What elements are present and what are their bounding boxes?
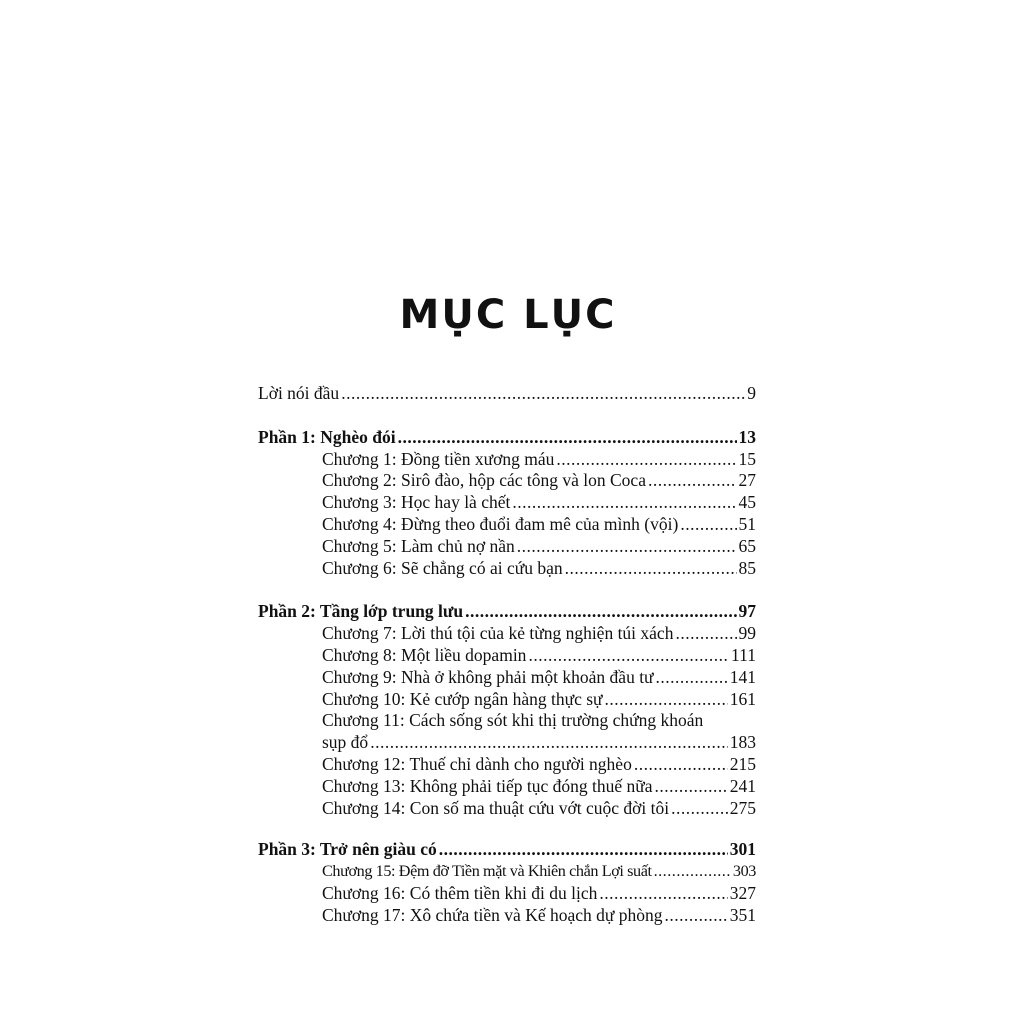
toc-chapter <box>258 883 756 905</box>
toc-part-1 <box>258 427 756 449</box>
toc-chapter-label: Chương 6: Sẽ chẳng có ai cứu bạn <box>322 557 563 578</box>
toc-page-number: 15 <box>738 448 756 469</box>
toc-chapter <box>258 470 756 492</box>
dot-leader <box>439 839 728 861</box>
toc-chapter-label: Chương 16: Có thêm tiền khi đi du lịch <box>322 882 598 903</box>
dot-leader <box>370 732 728 754</box>
toc-page-number: 45 <box>738 492 756 513</box>
toc-page-number: 13 <box>738 426 756 447</box>
toc-part-label: Phần 1: Nghèo đói <box>258 426 396 447</box>
toc-chapter-label: Chương 2: Sirô đào, hộp các tông và lon Coca <box>322 470 646 491</box>
dot-leader <box>517 536 737 558</box>
dot-leader <box>341 383 745 405</box>
dot-leader <box>512 492 736 514</box>
toc-page-number: 141 <box>729 666 756 687</box>
toc-part-label: Phần 3: Trở nên giàu có <box>258 839 437 860</box>
dot-leader <box>528 645 729 667</box>
toc-page-number: 111 <box>731 644 756 665</box>
dot-leader <box>634 754 728 776</box>
toc-page-number: 275 <box>729 797 756 818</box>
toc-part-3 <box>258 839 756 861</box>
toc-chapter <box>258 776 756 798</box>
toc-chapter <box>258 514 756 536</box>
page-title: MỤC LỤC <box>399 292 617 338</box>
toc-chapter-label: Chương 1: Đồng tiền xương máu <box>322 448 555 469</box>
toc-page-number: 99 <box>738 623 756 644</box>
toc-chapter-label: Chương 12: Thuế chỉ dành cho người nghèo <box>322 753 632 774</box>
toc-chapter-label: Chương 7: Lời thú tội của kẻ từng nghiện túi xách <box>322 623 674 644</box>
toc-page-number: 9 <box>747 383 756 403</box>
toc-page-number: 27 <box>738 470 756 491</box>
toc-page-number: 327 <box>729 882 756 903</box>
toc-chapter-label: Chương 5: Làm chủ nợ nần <box>322 535 515 556</box>
toc-chapter-label: Chương 3: Học hay là chết <box>322 492 511 513</box>
toc-chapter-continuation <box>258 732 756 754</box>
dot-leader <box>648 470 737 492</box>
toc-chapter-label: Chương 15: Đệm đỡ Tiền mặt và Khiên chắn Lợi suất <box>322 862 652 881</box>
toc-chapter <box>258 754 756 776</box>
table-of-contents <box>258 383 756 927</box>
dot-leader <box>599 883 727 905</box>
toc-page-number: 183 <box>729 732 756 753</box>
toc-chapter <box>258 710 756 732</box>
toc-chapter <box>258 689 756 711</box>
toc-page-number: 351 <box>729 904 756 925</box>
toc-chapter-label: Chương 8: Một liều dopamin <box>322 644 527 665</box>
toc-chapter <box>258 667 756 689</box>
toc-chapter-label-continued: sụp đổ <box>322 732 369 753</box>
toc-entry-label: Lời nói đầu <box>258 383 340 403</box>
toc-chapter <box>258 558 756 580</box>
toc-chapter <box>258 623 756 645</box>
dot-leader <box>654 861 731 883</box>
toc-chapter <box>258 905 756 927</box>
toc-part-label: Phần 2: Tầng lớp trung lưu <box>258 601 464 622</box>
dot-leader <box>655 776 728 798</box>
toc-chapter-label: Chương 17: Xô chứa tiền và Kế hoạch dự phòng <box>322 904 663 925</box>
dot-leader <box>675 623 736 645</box>
toc-chapter-label: Chương 14: Con số ma thuật cứu vớt cuộc đời tôi <box>322 797 670 818</box>
toc-page-number: 303 <box>732 862 756 881</box>
toc-page-number: 51 <box>738 513 756 534</box>
toc-page-number: 97 <box>738 601 756 622</box>
toc-entry-intro <box>258 383 756 405</box>
toc-chapter-label: Chương 11: Cách sống sót khi thị trường chứng khoán <box>322 710 704 731</box>
toc-chapter-label: Chương 10: Kẻ cướp ngân hàng thực sự <box>322 688 603 709</box>
dot-leader <box>465 601 736 623</box>
toc-page-number: 161 <box>729 688 756 709</box>
toc-chapter <box>258 861 756 883</box>
toc-chapter-label: Chương 9: Nhà ở không phải một khoản đầu tư <box>322 666 654 687</box>
dot-leader <box>665 905 728 927</box>
toc-chapter-label: Chương 13: Không phải tiếp tục đóng thuế nữa <box>322 775 653 796</box>
dot-leader <box>605 689 728 711</box>
dot-leader <box>656 667 728 689</box>
toc-page-number: 85 <box>738 557 756 578</box>
dot-leader <box>680 514 736 536</box>
toc-chapter <box>258 798 756 820</box>
toc-chapter <box>258 645 756 667</box>
toc-page-number: 241 <box>729 775 756 796</box>
dot-leader <box>671 798 728 820</box>
toc-part-2 <box>258 601 756 623</box>
toc-chapter <box>258 536 756 558</box>
toc-chapter <box>258 492 756 514</box>
toc-page-number: 65 <box>738 535 756 556</box>
dot-leader <box>565 558 737 580</box>
toc-page-number: 301 <box>729 839 756 860</box>
dot-leader <box>398 427 737 449</box>
toc-page-number: 215 <box>729 753 756 774</box>
toc-chapter <box>258 449 756 471</box>
dot-leader <box>556 449 736 471</box>
toc-chapter-label: Chương 4: Đừng theo đuổi đam mê của mình (vội) <box>322 513 679 534</box>
